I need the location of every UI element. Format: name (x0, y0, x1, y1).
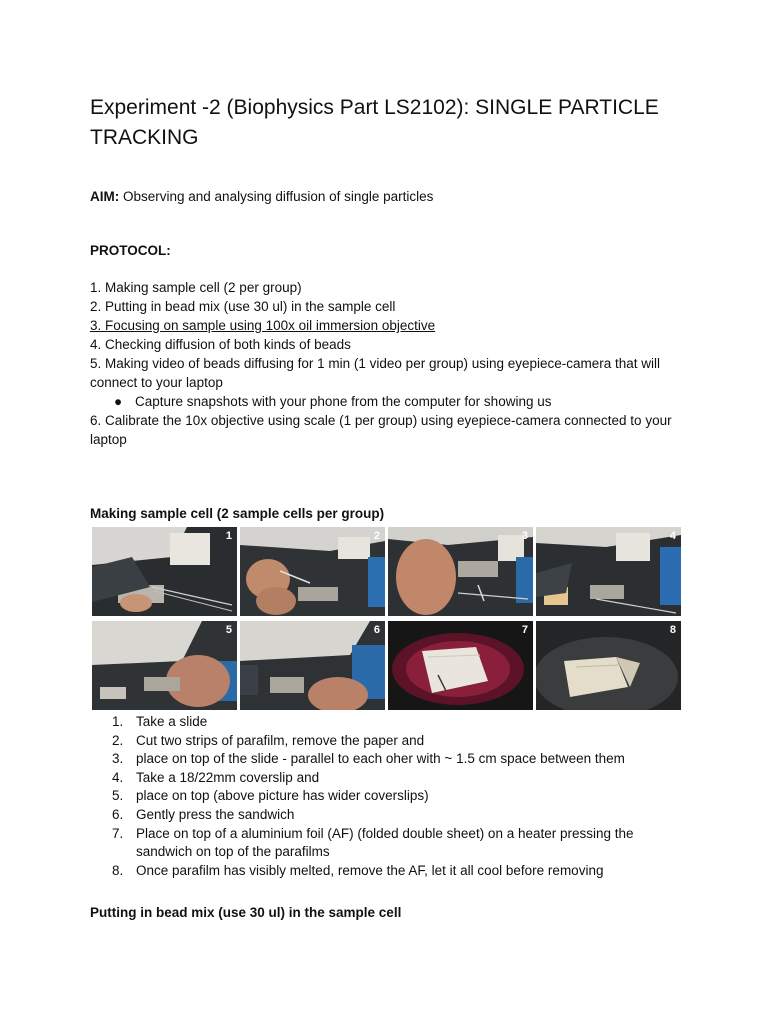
photo-7-image (388, 621, 533, 710)
bullet-icon: ● (114, 394, 123, 409)
list-item-text: Cut two strips of parafilm, remove the paper and (136, 732, 425, 748)
photo-number: 7 (521, 624, 528, 636)
photo-1-image (92, 527, 237, 616)
photo-6 (240, 621, 385, 710)
photo-4-image (536, 527, 681, 616)
sample-cell-steps (112, 713, 682, 880)
photo-3 (388, 527, 533, 616)
photo-number: 2 (373, 530, 380, 542)
list-number: 2. (112, 732, 124, 748)
photo-1 (92, 527, 237, 616)
list-item-text: Place on top of a aluminium foil (AF) (folded double sheet) on a heater pressing the sandwich on top of the parafilms (136, 825, 634, 860)
photo-8 (536, 621, 681, 710)
list-item-text: Take a 18/22mm coverslip and (136, 769, 320, 785)
photo-2 (240, 527, 385, 616)
photo-number: 1 (225, 530, 232, 542)
aim-label: AIM: (90, 189, 120, 204)
photo-4 (536, 527, 681, 616)
aim-text: Observing and analysing diffusion of single particles (119, 189, 434, 204)
list-item (112, 806, 682, 825)
photo-5 (92, 621, 237, 710)
protocol-step: 3. Focusing on sample using 100x oil immersion objective (90, 318, 436, 333)
list-item (112, 787, 682, 806)
list-number: 6. (112, 806, 124, 822)
protocol-step: 4. Checking diffusion of both kinds of beads (90, 337, 351, 352)
photo-number: 8 (669, 624, 676, 636)
photo-3-image (388, 527, 533, 616)
protocol-steps (90, 278, 680, 449)
photo-number: 6 (373, 624, 380, 636)
list-item (112, 713, 682, 732)
protocol-sub-bullet-text: Capture snapshots with your phone from the computer for showing us (135, 394, 552, 409)
photo-5-image (92, 621, 237, 710)
photo-6-image (240, 621, 385, 710)
list-item-text: place on top of the slide - parallel to each oher with ~ 1.5 cm space between them (136, 751, 625, 767)
document-title: Experiment -2 (Biophysics Part LS2102): SINGLE PARTICLE TRACKING (90, 96, 659, 149)
list-item (112, 750, 682, 769)
list-number: 8. (112, 862, 124, 878)
list-item (112, 825, 682, 862)
list-item-text: Gently press the sandwich (136, 806, 295, 822)
list-item (112, 862, 682, 881)
protocol-heading: PROTOCOL: (90, 243, 171, 258)
list-number: 4. (112, 769, 124, 785)
list-number: 7. (112, 825, 124, 841)
photo-8-image (536, 621, 681, 710)
protocol-step: 1. Making sample cell (2 per group) (90, 280, 302, 295)
list-number: 5. (112, 788, 124, 804)
list-item-text: Once parafilm has visibly melted, remove the AF, let it all cool before removing (136, 862, 604, 878)
photo-number: 3 (521, 530, 528, 542)
photo-number: 4 (669, 530, 676, 542)
list-item (112, 769, 682, 788)
list-item-text: Take a slide (136, 714, 208, 729)
list-item (112, 732, 682, 751)
aim-line (90, 187, 433, 206)
protocol-step: 5. Making video of beads diffusing for 1 min (1 video per group) using eyepiece-camera that will connect to your laptop (90, 356, 661, 390)
photo-number: 5 (225, 624, 232, 636)
protocol-step: 2. Putting in bead mix (use 30 ul) in the sample cell (90, 299, 396, 314)
protocol-sub-bullet (114, 392, 680, 411)
list-number: 3. (112, 751, 124, 767)
bead-mix-heading: Putting in bead mix (use 30 ul) in the sample cell (90, 905, 402, 920)
photo-2-image (240, 527, 385, 616)
protocol-step: 6. Calibrate the 10x objective using scale (1 per group) using eyepiece-camera connected to your laptop (90, 413, 672, 447)
list-item-text: place on top (above picture has wider coverslips) (136, 788, 429, 804)
sample-cell-heading: Making sample cell (2 sample cells per group) (90, 506, 385, 521)
photo-7 (388, 621, 533, 710)
photo-grid (92, 527, 680, 711)
list-number: 1. (112, 714, 124, 729)
